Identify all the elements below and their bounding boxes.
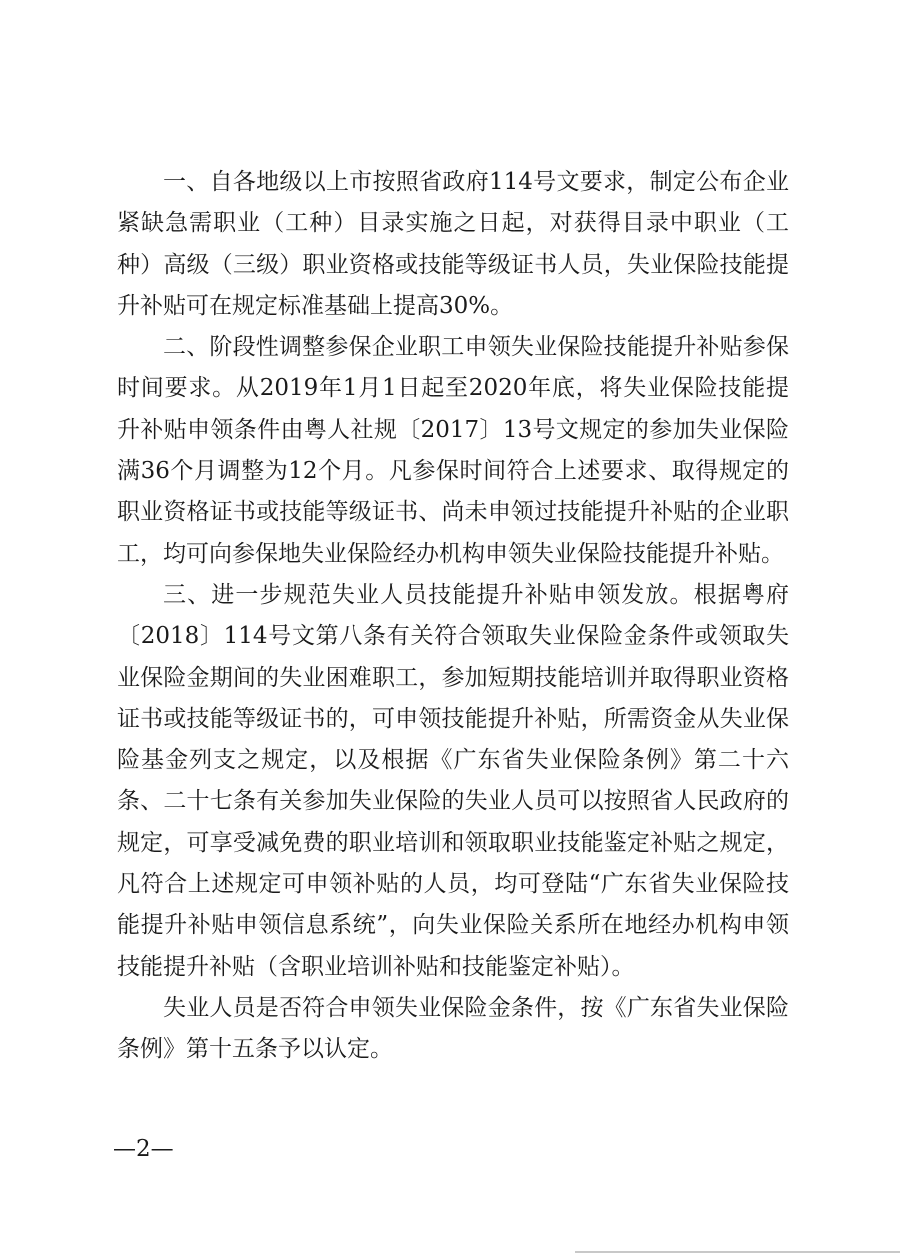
document-body (117, 162, 789, 1071)
page-number: —2— (113, 1136, 174, 1162)
paragraph-1: 一、自各地级以上市按照省政府114号文要求，制定公布企业紧缺急需职业（工种）目录实施之日起，对获得目录中职业（工种）高级（三级）职业资格或技能等级证书人员，失业保险技能提升补贴可在规定标准基础上提高30%。 (117, 169, 789, 319)
paragraph-2: 二、阶段性调整参保企业职工申领失业保险技能提升补贴参保时间要求。从2019年1月1日起至2020年底，将失业保险技能提升补贴申领条件由粤人社规〔2017〕13号文规定的参加失业保险满36个月调整为12个月。凡参保时间符合上述要求、取得规定的职业资格证书或技能等级证书、尚未申领过技能提升补贴的企业职工，均可向参保地失业保险经办机构申领失业保险技能提升补贴。 (117, 334, 789, 567)
scan-edge-divider (575, 1251, 900, 1253)
paragraph-4: 失业人员是否符合申领失业保险金条件，按《广东省失业保险条例》第十五条予以认定。 (117, 994, 789, 1063)
paragraph-3: 三、进一步规范失业人员技能提升补贴申领发放。根据粤府〔2018〕114号文第八条有关符合领取失业保险金条件或领取失业保险金期间的失业困难职工，参加短期技能培训并取得职业资格证书或技能等级证书的，可申领技能提升补贴，所需资金从失业保险基金列支之规定，以及根据《广东省失业保险条例》第二十六条、二十七条有关参加失业保险的失业人员可以按照省人民政府的规定，可享受减免费的职业培训和领取职业技能鉴定补贴之规定，凡符合上述规定可申领补贴的人员，均可登陆“广东省失业保险技能提升补贴申领信息系统”，向失业保险关系所在地经办机构申领技能提升补贴（含职业培训补贴和技能鉴定补贴）。 (117, 581, 789, 980)
